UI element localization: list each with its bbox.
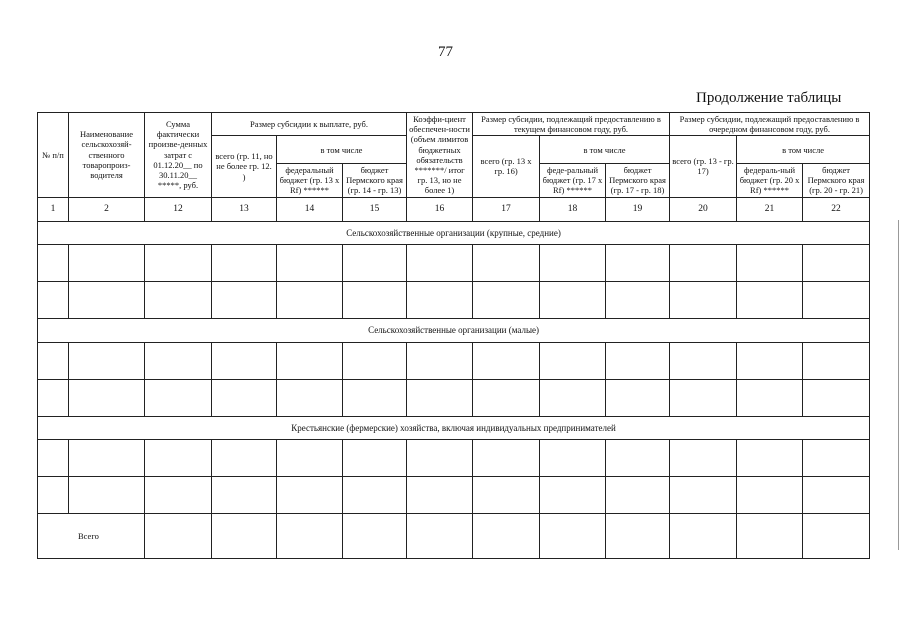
section-row-small [38, 319, 870, 342]
header-payment-incl: в том числе [277, 136, 407, 164]
data-row [38, 245, 870, 282]
column-number: 17 [473, 197, 540, 222]
column-number: 14 [277, 197, 343, 222]
header-current-year-group: Размер субсидии, подлежащий предоставлению в текущем финансовом году, руб. [473, 113, 670, 136]
column-number: 16 [407, 197, 473, 222]
data-row [38, 379, 870, 416]
column-number: 18 [540, 197, 606, 222]
total-label: Всего [38, 514, 145, 559]
column-number: 19 [606, 197, 670, 222]
header-next-year-group: Размер субсидии, подлежащий предоставлению в очередном финансовом году, руб. [670, 113, 870, 136]
data-row [38, 440, 870, 477]
section-label: Сельскохозяйственные организации (малые) [38, 319, 870, 342]
header-payment-regional: бюджет Пермского края (гр. 14 - гр. 13) [343, 163, 407, 197]
column-number: 13 [212, 197, 277, 222]
page-number: 77 [438, 44, 453, 60]
column-number: 20 [670, 197, 737, 222]
total-row [38, 514, 870, 559]
header-no: № п/п [38, 113, 69, 198]
section-row-farms [38, 416, 870, 439]
column-number: 12 [145, 197, 212, 222]
header-next-federal: федераль-ный бюджет (гр. 20 x Rf) ****** [737, 163, 803, 197]
header-next-regional: бюджет Пермского края (гр. 20 - гр. 21) [803, 163, 870, 197]
column-number: 22 [803, 197, 870, 222]
data-row [38, 342, 870, 379]
column-number: 1 [38, 197, 69, 222]
section-label: Сельскохозяйственные организации (крупные, средние) [38, 222, 870, 245]
subsidy-table [37, 112, 870, 559]
data-row [38, 477, 870, 514]
column-number-row [38, 197, 870, 222]
header-current-total: всего (гр. 13 х гр. 16) [473, 136, 540, 197]
header-producer-name: Наименование сельскохозяй-ственного товаропроиз-водителя [69, 113, 145, 198]
header-next-incl: в том числе [737, 136, 870, 164]
header-current-incl: в том числе [540, 136, 670, 164]
section-label: Крестьянские (фермерские) хозяйства, включая индивидуальных предпринимателей [38, 416, 870, 439]
header-actual-costs: Сумма фактически произве-денных затрат с 01.12.20__ по 30.11.20__ *****, руб. [145, 113, 212, 198]
margin-rule [898, 220, 899, 550]
table-continuation-caption: Продолжение таблицы [696, 90, 842, 106]
section-row-large-medium [38, 222, 870, 245]
header-current-federal: феде-ральный бюджет (гр. 17 x Rf) ****** [540, 163, 606, 197]
column-number: 21 [737, 197, 803, 222]
header-payment-group: Размер субсидии к выплате, руб. [212, 113, 407, 136]
data-row [38, 282, 870, 319]
header-payment-federal: федеральный бюджет (гр. 13 x Rf) ****** [277, 163, 343, 197]
header-row-1 [38, 113, 870, 136]
column-number: 2 [69, 197, 145, 222]
column-number: 15 [343, 197, 407, 222]
header-coefficient: Коэффи-циент обеспечен-ности (объем лимитов бюджетных обязательств *******/ итог гр. 13, но не более 1) [407, 113, 473, 198]
header-next-total: всего (гр. 13 - гр. 17) [670, 136, 737, 197]
header-current-regional: бюджет Пермского края (гр. 17 - гр. 18) [606, 163, 670, 197]
header-payment-total: всего (гр. 11, но не более гр. 12. ) [212, 136, 277, 197]
